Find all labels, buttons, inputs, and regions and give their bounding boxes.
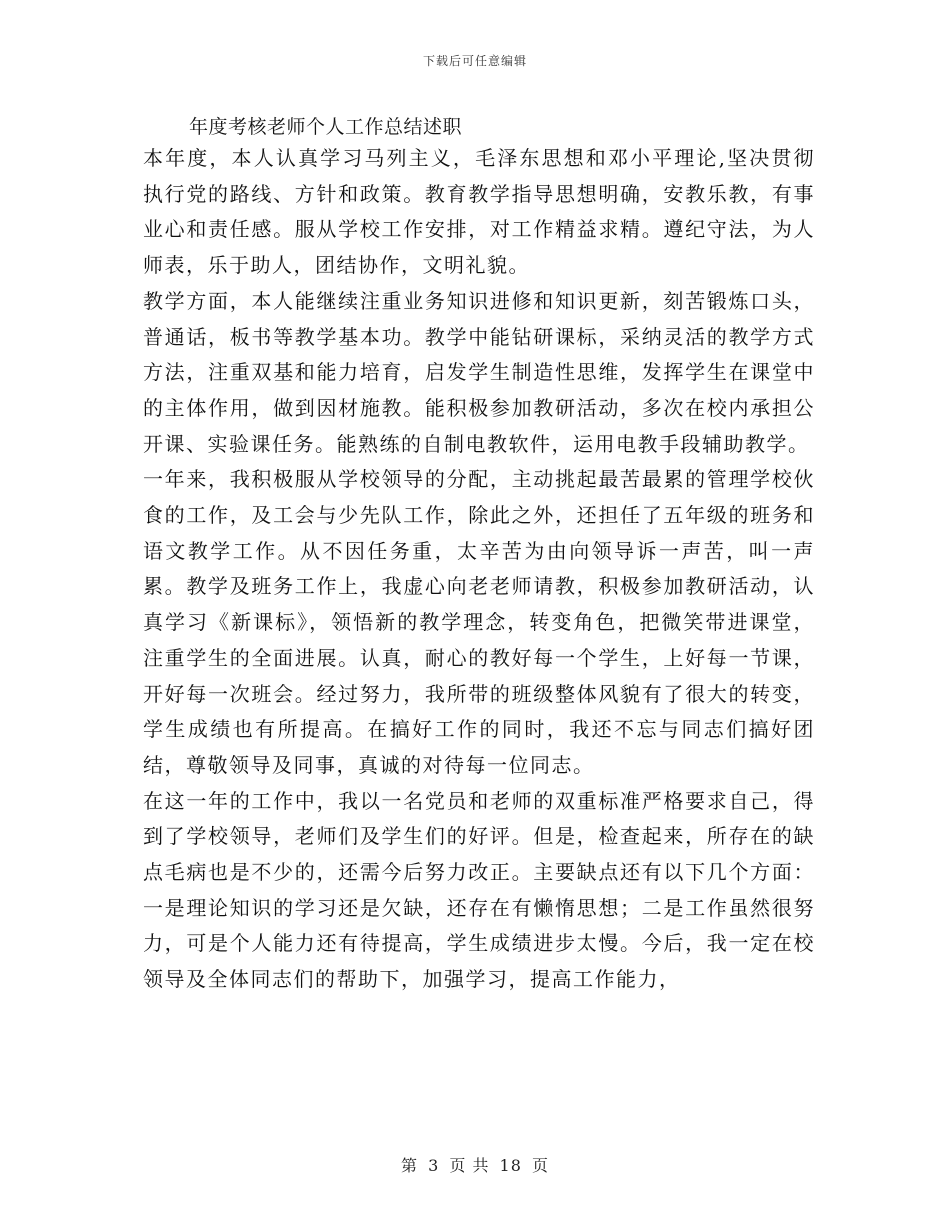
paragraph: 在这一年的工作中，我以一名党员和老师的双重标准严格要求自己，得到了学校领导，老师们及学生们的好评。但是，检查起来，所存在的缺点毛病也是不少的，还需今后努力改正。主要缺点还有以下几个方面：一是理论知识的学习还是欠缺，还存在有懒惰思想；二是工作虽然很努力，可是个人能力还有待提高，学生成绩进步太慢。今后，我一定在校领导及全体同志们的帮助下，加强学习，提高工作能力， bbox=[143, 788, 815, 992]
document-title: 年度考核老师个人工作总结述职 bbox=[189, 116, 463, 138]
page-label-suffix: 页 bbox=[532, 1156, 550, 1175]
total-page-count: 18 bbox=[499, 1156, 522, 1175]
paragraph: 教学方面，本人能继续注重业务知识进修和知识更新，刻苦锻炼口头，普通话，板书等教学基本功。教学中能钻研课标，采纳灵活的教学方式方法，注重双基和能力培育，启发学生制造性思维，发挥学生在课堂中的主体作用，做到因材施教。能积极参加教研活动，多次在校内承担公开课、实验课任务。能熟练的自制电教软件，运用电教手段辅助教学。 bbox=[143, 288, 815, 456]
page-footer bbox=[0, 1153, 950, 1176]
current-page-number: 3 bbox=[428, 1156, 440, 1175]
page-label-prefix: 第 bbox=[400, 1156, 418, 1175]
page-label-mid: 页 共 bbox=[449, 1156, 490, 1175]
paragraph: 一年来，我积极服从学校领导的分配，主动挑起最苦最累的管理学校伙食的工作，及工会与少先队工作，除此之外，还担任了五年级的班务和语文教学工作。从不因任务重，太辛苦为由向领导诉一声苦，叫一声累。教学及班务工作上，我虚心向老老师请教，积极参加教研活动，认真学习《新课标》，领悟新的教学理念，转变角色，把微笑带进课堂，注重学生的全面进展。认真，耐心的教好每一个学生，上好每一节课，开好每一次班会。经过努力，我所带的班级整体风貌有了很大的转变，学生成绩也有所提高。在搞好工作的同时，我还不忘与同志们搞好团结，尊敬领导及同事，真诚的对待每一位同志。 bbox=[143, 467, 815, 777]
paragraph-list bbox=[143, 141, 815, 998]
document-body bbox=[143, 113, 815, 998]
paragraph: 本年度，本人认真学习马列主义，毛泽东思想和邓小平理论,坚决贯彻执行党的路线、方针和政策。教育教学指导思想明确，安教乐教，有事业心和责任感。服从学校工作安排，对工作精益求精。遵纪守法，为人师表，乐于助人，团结协作，文明礼貌。 bbox=[143, 146, 815, 278]
header-note: 下载后可任意编辑 bbox=[422, 54, 527, 68]
